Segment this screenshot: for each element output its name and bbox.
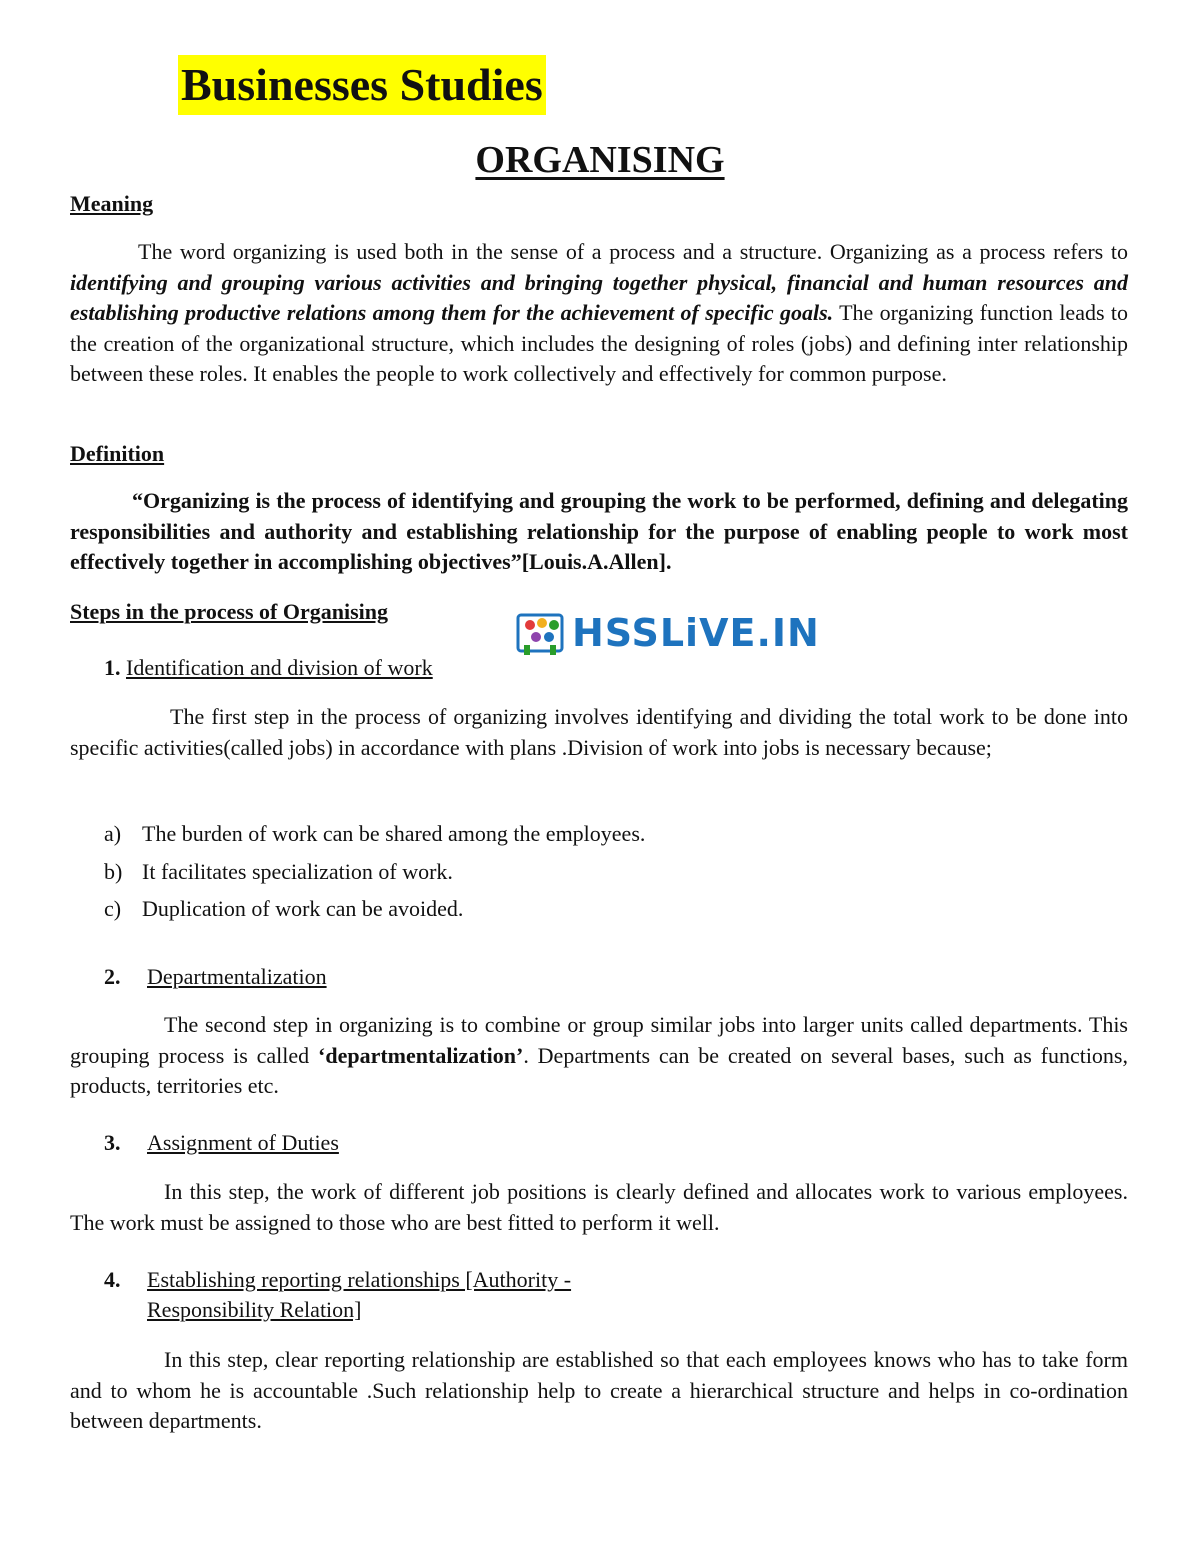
steps-heading: Steps in the process of Organising	[70, 599, 389, 624]
step-1-title: 1. Identification and division of work	[104, 655, 433, 680]
step-4-title-continued: Responsibility Relation]	[147, 1297, 362, 1322]
step-3-title: 3. Assignment of Duties	[104, 1130, 339, 1155]
step-2-title: 2. Departmentalization	[104, 964, 327, 989]
step-4-paragraph: In this step, clear reporting relationship are established so that each employees knows who has to take form and to whom he is accountable .Such relationship help to create a hierarchical structure and helps in co-ordination between departments.	[70, 1347, 1128, 1433]
step-4-title: 4. Establishing reporting relationships [Authority -	[104, 1267, 572, 1292]
document-title: ORGANISING	[475, 139, 725, 181]
meaning-heading: Meaning	[70, 191, 154, 216]
hsslive-logo-icon	[516, 609, 568, 657]
definition-heading: Definition	[70, 441, 165, 466]
list-item: c) Duplication of work can be avoided.	[104, 896, 464, 921]
subject-title: Businesses Studies	[178, 55, 546, 115]
list-item: a) The burden of work can be shared among the employees.	[104, 821, 646, 846]
definition-quote: “Organizing is the process of identifying and grouping the work to be performed, defining and delegating responsibilities and authority and establishing relationship for the purpose of enabling people to work most effectively together in accomplishing objectives”[Louis.A.Allen].	[70, 488, 1128, 574]
step-1-paragraph: The first step in the process of organizing involves identifying and dividing the total work to be done into specific activities(called jobs) in accordance with plans .Division of work into jobs is necessary because;	[70, 704, 1128, 760]
hsslive-logo-text: HSSLiVE.IN	[572, 611, 820, 655]
step-3-paragraph: In this step, the work of different job positions is clearly defined and allocates work to various employees. The work must be assigned to those who are best fitted to perform it well.	[70, 1179, 1128, 1235]
hsslive-watermark	[516, 607, 820, 659]
list-item: b) It facilitates specialization of work.	[104, 859, 453, 884]
step-2-paragraph: The second step in organizing is to combine or group similar jobs into larger units called departments. This grouping process is called ‘departmentalization’. Departments can be created on several bases, such as functions, products, territories etc.	[70, 1012, 1128, 1098]
meaning-paragraph: The word organizing is used both in the sense of a process and a structure. Organizing as a process refers to identifying and grouping various activities and bringing together physical, financial and human resources and establishing productive relations among them for the achievement of specific goals. The organizing function leads to the creation of the organizational structure, which includes the designing of roles (jobs) and defining inter relationship between these roles. It enables the people to work collectively and effectively for common purpose.	[70, 239, 1128, 386]
